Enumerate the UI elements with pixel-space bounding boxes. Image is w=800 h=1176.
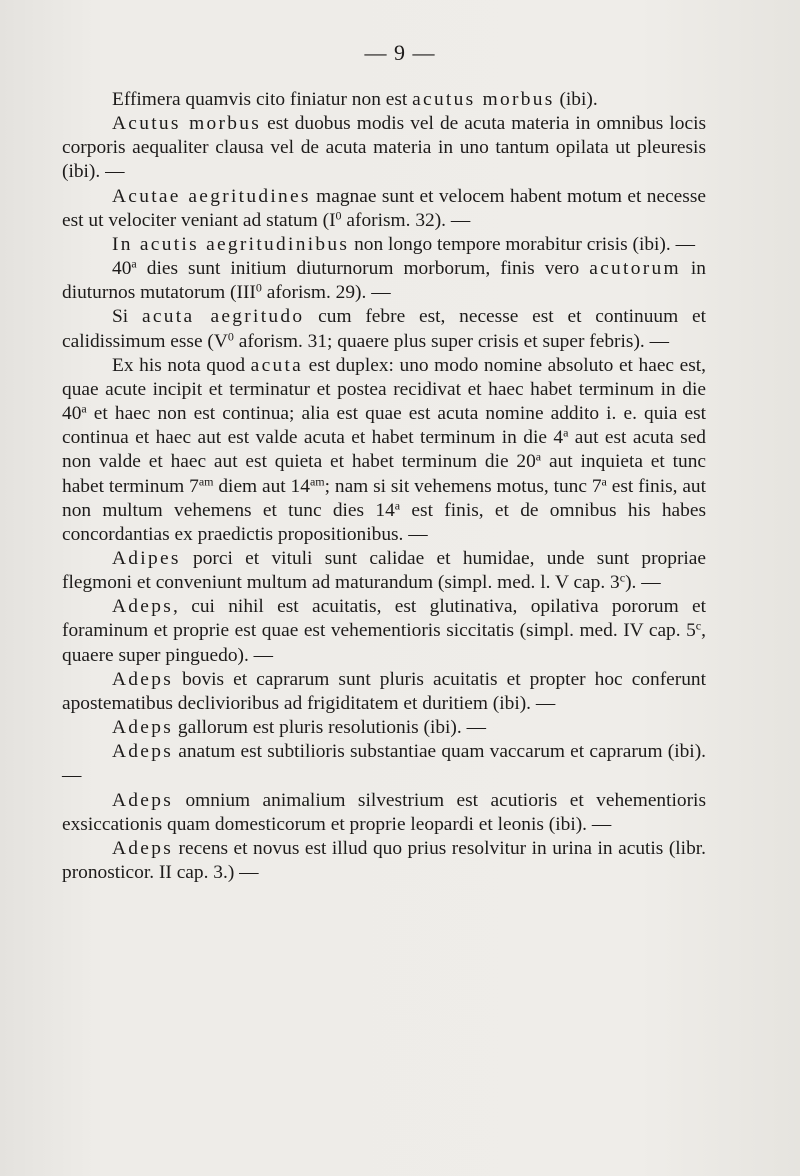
text-run: non longo tempore morabitur crisis (ibi). — [349,233,695,255]
text-run: diem aut 14 [213,475,310,497]
paragraph [62,88,706,112]
paragraph [62,740,706,788]
spaced-term: Acutus morbus [112,113,262,135]
text-run: bovis et caprarum sunt pluris acuitatis et propter hoc conferunt apostematibus declivioribus ad frigiditatem et duritiem (ibi). — [62,668,706,714]
superscript: a [601,473,607,488]
paragraph [62,305,706,353]
spaced-term: acutorum [589,258,681,280]
paragraph [62,233,706,257]
superscript: am [309,473,325,488]
superscript: 0 [335,208,342,223]
superscript: am [198,473,214,488]
text-run: est duplex: uno modo nomine absoluto et haec est, quae acute incipit et terminatur et postea recidivat et haec habet terminum in die 40 [62,354,706,425]
text-run: recens et novus est illud quo prius resolvitur in urina in acutis (libr. pronosticor. II cap. 3.) — [62,837,706,883]
paragraph [62,595,706,667]
text-run: aforism. 31; quaere plus super crisis et super febris). — [233,330,669,352]
text-run: est finis, aut non multum vehemens et tunc dies 14 [62,475,707,521]
text-run: dies sunt initium diuturnorum morborum, finis vero [136,258,590,280]
text-run: cum febre est, necesse est et continuum et calidissimum esse (V [62,306,706,352]
spaced-term: Adeps [112,668,174,690]
superscript: a [563,425,569,440]
paragraph [62,257,706,305]
paragraph [62,354,706,547]
text-run: , quaere super pinguedo). — [62,620,706,666]
text-run: in diuturnos mutatorum (III [62,258,706,304]
body-text [62,88,706,885]
superscript: c [695,618,702,633]
text-run: ; nam si sit vehemens motus, tunc 7 [324,475,602,497]
superscript: 0 [255,280,262,295]
text-run: aut est acuta sed non valde et haec aut est quieta et habet terminum die 20 [62,427,706,473]
spaced-term: Adeps [112,789,174,811]
text-run: anatum est subtilioris substantiae quam vaccarum et caprarum (ibi). — [62,741,706,787]
text-run: (ibi). [554,89,598,110]
spaced-term: acuta [250,354,304,376]
text-run: magnae sunt et velocem habent motum et necesse est ut velociter veniant ad statum (I [62,185,706,231]
text-run: , cui nihil est acuitatis, est glutinativa, opilativa pororum et foraminum et proprie est quae est vehementioris siccitatis (simpl. med. IV cap. 5 [62,596,706,642]
superscript: 0 [227,328,234,343]
spaced-term: In acutis aegritudinibus [112,233,350,255]
superscript: a [535,449,542,464]
text-run: Si [112,306,142,328]
paragraph [62,547,706,595]
superscript: c [619,570,626,585]
text-run: ). — [625,572,661,594]
superscript: a [394,498,401,513]
text-run: gallorum est pluris resolutionis (ibi). — [173,717,486,739]
text-run: est duobus modis vel de acuta materia in omnibus locis corporis aequaliter clausa vel de acuta materia in uno tantum opilata ut pleuresis (ibi). — [62,113,706,183]
superscript: a [81,401,87,416]
text-run: Effimera quamvis cito finiatur non est [112,89,413,110]
spaced-term: Adipes [112,547,181,569]
paragraph [62,837,706,885]
text-run: 40 [112,258,132,280]
paragraph [62,112,706,184]
superscript: a [131,256,137,271]
text-run: est finis, et de omnibus his habes concordantias ex praedictis propositionibus. — [62,499,706,545]
spaced-term: Adeps [112,717,174,739]
text-run: aforism. 32). — [341,209,471,231]
paragraph [62,185,706,233]
text-run: aut inquieta et tunc habet terminum 7 [62,451,706,497]
text-run: porci et vituli sunt calidae et humidae, unde sunt propriae flegmoni et conveniunt multum ad maturandum (simpl. med. l. V cap. 3 [62,547,706,594]
spaced-term: Adeps [112,837,174,859]
paragraph [62,789,706,837]
text-run: aforism. 29). — [261,282,391,304]
text-run: Ex his nota quod [112,354,251,376]
page-number: — 9 — [364,40,436,65]
paragraph [62,668,706,716]
paragraph [62,716,706,740]
spaced-term: acutus morbus [412,89,555,110]
spaced-term: Adeps [112,596,174,618]
text-run: omnium animalium silvestrium est acutioris et vehementioris exsiccationis quam domesticorum et proprie leopardi et leonis (ibi). — [62,789,706,835]
spaced-term: Adeps [112,741,174,763]
spaced-term: Acutae aegritudines [112,185,311,207]
text-run: et haec non est continua; alia est quae est acuta nomine addito i. e. quia est continua et haec aut est valde acuta et habet terminum in die 4 [62,403,706,449]
spaced-term: acuta aegritudo [141,306,305,328]
